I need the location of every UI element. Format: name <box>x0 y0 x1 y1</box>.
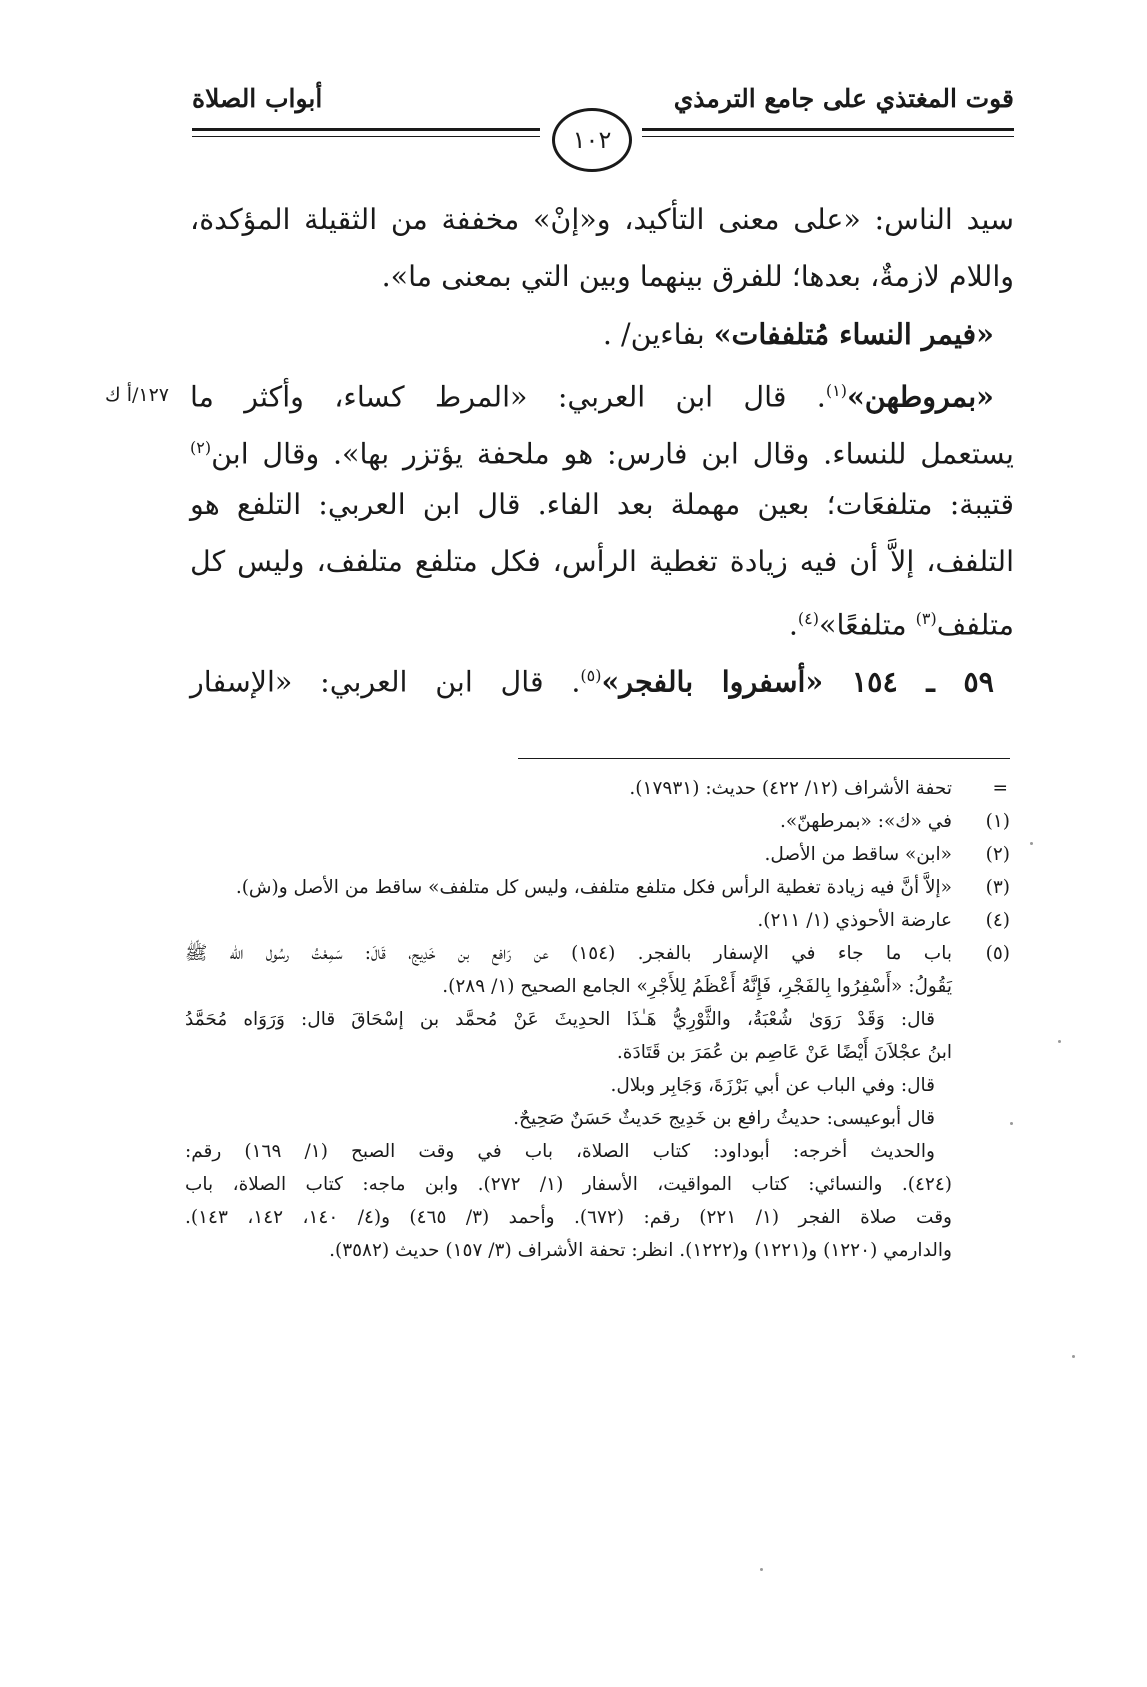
text-line-1: سيد الناس: «على معنى التأكيد، و«إنْ» مخففة من الثقيلة المؤكدة، <box>190 203 1014 236</box>
footnote-5-line <box>185 1069 1010 1102</box>
footnote-text: باب ما جاء في الإسفار بالفجر. (١٥٤) عن رَافع بن خَدِيج، قَالَ: سَمِعْتُ رسُول الله ﷺ <box>185 943 952 964</box>
footnote-5-line <box>185 1003 1010 1036</box>
footnote-text: وقت صلاة الفجر (١/ ٢٢١) رقم: (٦٧٢). وأحمد (٣/ ٤٦٥) و(٤/ ١٤٠، ١٤٢، ١٤٣). <box>185 1207 952 1228</box>
footnote-5-line <box>185 970 1010 1003</box>
footnote-text: قال: وَقَدْ رَوَىٰ شُعْبَةُ، والثَّوْرِيُّ هَـٰذَا الحدِيثَ عَنْ مُحمَّد بن إسْحَاقَ قال: وَرَوَاه مُحَمَّدُ <box>185 1009 935 1030</box>
footnote-number: (٣) <box>985 877 1010 898</box>
text-line-7: التلفف، إلاَّ أن فيه زيادة تغطية الرأس، فكل متلفع متلفف، وليس كل <box>190 545 1014 578</box>
margin-note: ١٢٧/أ ك <box>105 384 170 406</box>
page-number: ١٠٢ <box>552 108 632 172</box>
footnote-text: «ابن» ساقط من الأصل. <box>764 844 952 865</box>
footnote-text: في «ك»: «بمرطهنّ». <box>779 811 952 832</box>
footnote-text: والدارمي (١٢٢٠) و(١٢٢١) و(١٢٢٢). انظر: تحفة الأشراف (٣/ ١٥٧) حديث (٣٥٨٢). <box>329 1240 952 1261</box>
text-span: متلفعًا» <box>819 608 916 642</box>
page-header <box>192 70 1014 170</box>
footnote-5-line <box>185 1168 1010 1201</box>
text-line-3 <box>190 312 1014 369</box>
footnote-1 <box>185 805 1010 838</box>
footnote-number: = <box>992 778 1008 799</box>
footnote-continuation <box>185 772 1010 805</box>
footnote-5 <box>185 937 1010 970</box>
footnote-number: (٤) <box>985 910 1010 931</box>
scan-speck <box>1072 1355 1075 1358</box>
footnote-5-line <box>185 1102 1010 1135</box>
text-span: بفاءين/ . <box>602 318 714 351</box>
footnote-ref: (١) <box>825 381 847 400</box>
footnote-5-line <box>185 1201 1010 1234</box>
footnote-ref: (٤) <box>797 609 820 628</box>
footnote-text: عارضة الأحوذي (١/ ٢١١). <box>757 910 952 931</box>
footnote-text: «إلاَّ أنَّ فيه زيادة تغطية الرأس فكل متلفع متلفف، وليس كل متلفف» ساقط من الأصل و(ش). <box>235 877 952 898</box>
main-text <box>105 198 1014 711</box>
footnote-ref: (٣) <box>915 609 937 628</box>
footnote-4 <box>185 904 1010 937</box>
footnote-text: قال: وفي الباب عن أبي بَرْزَةَ، وَجَابِر وبلال. <box>610 1075 935 1096</box>
footnote-5-line <box>185 1036 1010 1069</box>
footnote-2 <box>185 838 1010 871</box>
book-title: قوت المغتذي على جامع الترمذي <box>673 84 1014 113</box>
text-span: . قال ابن العربي: «الإسفار <box>190 665 581 699</box>
text-line-5 <box>190 426 1014 483</box>
footnote-5-line <box>185 1135 1010 1168</box>
footnote-number: (٥) <box>985 943 1010 964</box>
footnote-text: ابنُ عجْلاَنَ أَيْضًا عَنْ عَاصِم بن عُمَرَ بن قَتَادَة. <box>616 1042 952 1063</box>
text-line-9 <box>190 654 1014 711</box>
text-line-4 <box>105 369 1014 426</box>
footnote-text: يَقُولُ: «أَسْفِرُوا بِالفَجْرِ، فَإِنَّهُ أَعْظَمُ لِلأَجْرِ» الجامع الصحيح (١/ ٢٨٩). <box>442 976 952 997</box>
text-span: . قال ابن العربي: «المرط كساء، وأكثر ما <box>190 380 826 414</box>
header-rule-left <box>192 128 540 137</box>
keyword-phrase: «بمروطهن» <box>846 379 994 414</box>
footnote-text: (٤٢٤). والنسائي: كتاب المواقيت، الأسفار (١/ ٢٧٢). وابن ماجه: كتاب الصلاة، باب <box>185 1174 952 1195</box>
scan-speck <box>1010 1122 1013 1125</box>
footnote-number: (١) <box>985 811 1010 832</box>
scan-speck <box>760 1568 763 1571</box>
text-span: يستعمل للنساء. وقال ابن فارس: هو ملحفة يؤتزر بها». وقال ابن <box>211 437 1014 471</box>
scan-speck <box>1058 1040 1061 1043</box>
footnote-ref: (٥) <box>580 666 602 685</box>
keyword-phrase: «فيمر النساء مُتلففات» <box>713 317 994 351</box>
header-rule-right <box>642 128 1014 137</box>
footnote-text: تحفة الأشراف (١٢/ ٤٢٢) حديث: (١٧٩٣١). <box>629 778 952 799</box>
footnote-separator <box>518 758 1010 759</box>
text-line-2: واللام لازمةٌ، بعدها؛ للفرق بينهما وبين التي بمعنى ما». <box>381 260 1014 293</box>
footnote-ref: (٢) <box>190 438 212 457</box>
text-line-8 <box>190 597 1014 654</box>
text-line-6: قتيبة: متلفعَات؛ بعين مهملة بعد الفاء. قال ابن العربي: التلفع هو <box>190 488 1014 521</box>
chapter-title: أبواب الصلاة <box>192 84 323 113</box>
hadith-heading: ٥٩ ـ ١٥٤ «أسفروا بالفجر» <box>601 664 994 699</box>
footnote-number: (٢) <box>985 844 1010 865</box>
scan-speck <box>1030 842 1033 845</box>
footnote-3 <box>185 871 1010 904</box>
footnote-5-line <box>185 1234 1010 1267</box>
footnote-text: والحديث أخرجه: أبوداود: كتاب الصلاة، باب في وقت الصبح (١/ ١٦٩) رقم: <box>185 1141 935 1162</box>
text-span: . <box>788 608 798 642</box>
footnotes <box>185 772 1010 1267</box>
text-span: متلفف <box>936 608 1014 642</box>
footnote-text: قال أبوعيسى: حديثُ رافع بن خَدِيج حَديثٌ حَسَنٌ صَحِيحٌ. <box>513 1108 935 1129</box>
